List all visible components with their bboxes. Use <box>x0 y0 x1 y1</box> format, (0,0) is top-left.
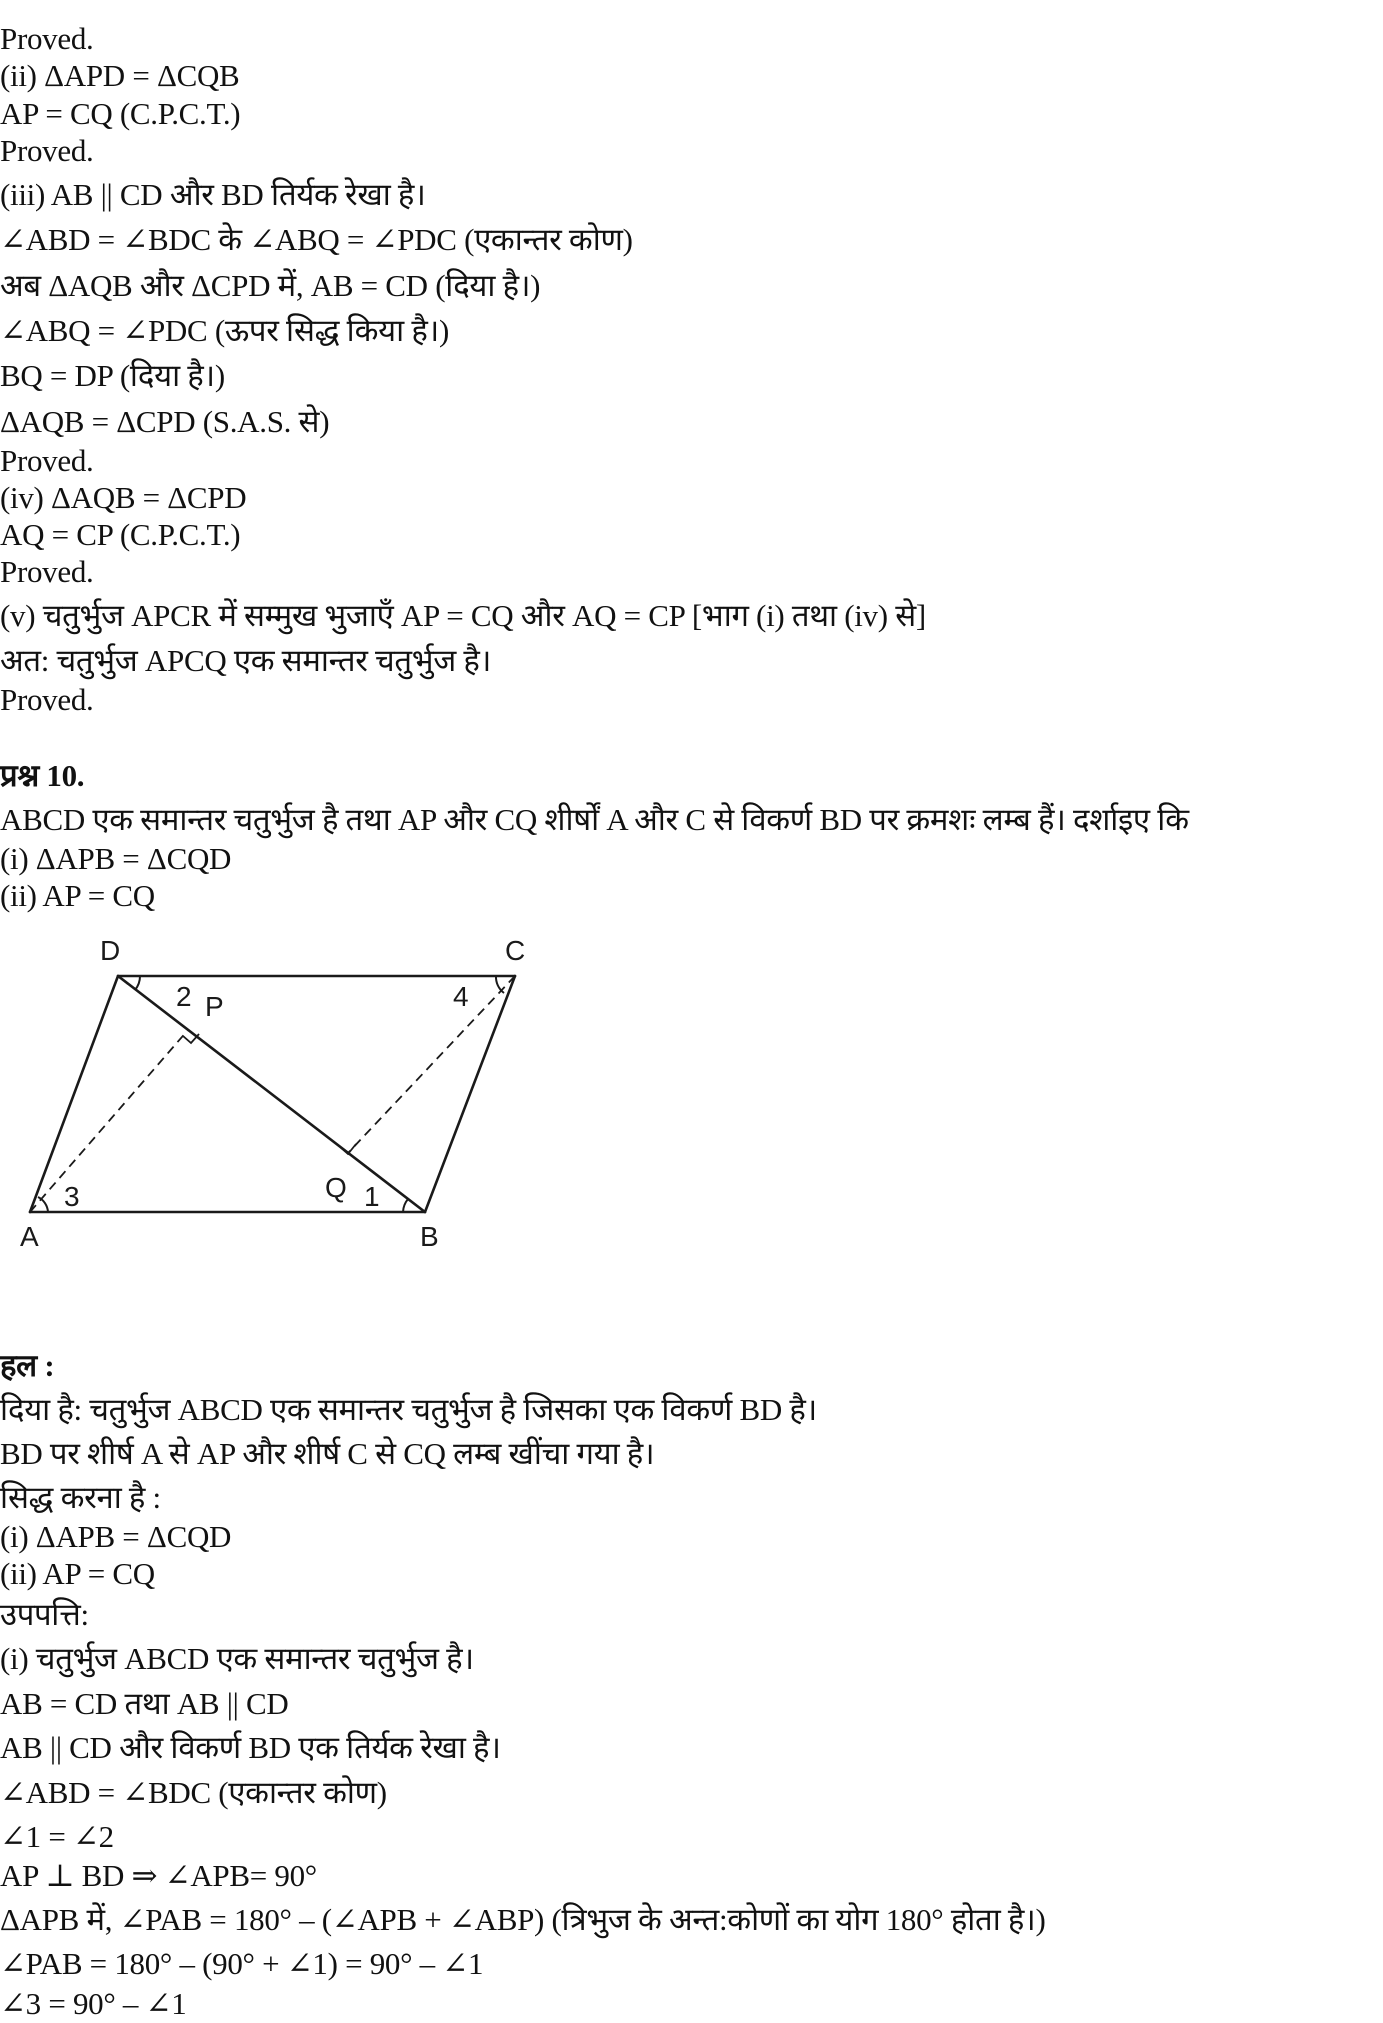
text-line: Proved. <box>0 554 94 589</box>
text-line: (i) ΔAPB = ΔCQD <box>0 1519 232 1554</box>
point-label-q: Q <box>325 1172 347 1203</box>
text-line: ∠3 = 90° – ∠1 <box>0 1986 187 2021</box>
right-angle-marker-p <box>183 1034 199 1043</box>
text-line: ΔAQB = ΔCPD (S.A.S. से) <box>0 404 330 439</box>
text-line: ∠PAB = 180° – (90° + ∠1) = 90° – ∠1 <box>0 1946 484 1981</box>
angle-arc-1 <box>403 1199 408 1212</box>
text-line: (iii) AB || CD और BD तिर्यक रेखा है। <box>0 177 426 212</box>
perpendicular-ap <box>30 1030 188 1212</box>
text-line: BD पर शीर्ष A से AP और शीर्ष C से CQ लम्ब खींचा गया है। <box>0 1436 655 1471</box>
text-line: AB || CD और विकर्ण BD एक तिर्यक रेखा है। <box>0 1730 501 1765</box>
text-line: ΔAPB में, ∠PAB = 180° – (∠APB + ∠ABP) (त्रिभुज के अन्त:कोणों का योग 180° होता है।) <box>0 1902 1046 1937</box>
text-line: (iv) ΔAQB = ΔCPD <box>0 480 247 515</box>
text-line: (ii) ΔAPD = ΔCQB <box>0 58 240 93</box>
text-line: अत: चतुर्भुज APCQ एक समान्तर चतुर्भुज है। <box>0 643 492 678</box>
text-line: ∠ABD = ∠BDC के ∠ABQ = ∠PDC (एकान्तर कोण) <box>0 222 633 257</box>
text-line: Proved. <box>0 682 94 717</box>
text-line: AP ⊥ BD ⇒ ∠APB= 90° <box>0 1858 317 1893</box>
angle-arc-2 <box>135 976 140 990</box>
angle-arc-3 <box>38 1197 48 1212</box>
text-line: सिद्ध करना है : <box>0 1480 161 1515</box>
perpendicular-cq <box>348 976 515 1153</box>
question-part: (i) ΔAPB = ΔCQD <box>0 841 232 876</box>
question-heading: प्रश्न 10. <box>0 758 85 793</box>
text-line: Proved. <box>0 21 94 56</box>
text-line: (i) चतुर्भुज ABCD एक समान्तर चतुर्भुज है। <box>0 1641 474 1676</box>
side-bc <box>425 976 515 1212</box>
angle-label-3: 3 <box>64 1181 80 1212</box>
parallelogram-figure <box>0 935 560 1265</box>
angle-label-2: 2 <box>176 981 192 1012</box>
angle-label-4: 4 <box>453 981 469 1012</box>
point-label-p: P <box>205 991 224 1022</box>
vertex-label-b: B <box>420 1221 439 1252</box>
angle-label-1: 1 <box>364 1181 380 1212</box>
vertex-label-a: A <box>20 1221 39 1252</box>
angle-arc-4 <box>496 976 504 993</box>
text-line: AQ = CP (C.P.C.T.) <box>0 517 241 552</box>
solution-heading: हल : <box>0 1348 55 1383</box>
vertex-label-c: C <box>505 935 526 966</box>
text-line: (ii) AP = CQ <box>0 1556 155 1591</box>
text-line: उपपत्ति: <box>0 1597 89 1632</box>
text-line: Proved. <box>0 133 94 168</box>
vertex-label-d: D <box>100 935 121 966</box>
text-line: AP = CQ (C.P.C.T.) <box>0 96 241 131</box>
diagonal-bd <box>118 976 425 1212</box>
question-part: (ii) AP = CQ <box>0 878 155 913</box>
text-line: दिया है: चतुर्भुज ABCD एक समान्तर चतुर्भुज है जिसका एक विकर्ण BD है। <box>0 1392 817 1427</box>
side-ad <box>30 976 118 1212</box>
text-line: AB = CD तथा AB || CD <box>0 1686 289 1721</box>
question-text: ABCD एक समान्तर चतुर्भुज है तथा AP और CQ शीर्षों A और C से विकर्ण BD पर क्रमशः लम्ब हैं। दर्शाइए कि <box>0 802 1189 837</box>
text-line: BQ = DP (दिया है।) <box>0 358 225 393</box>
text-line: ∠1 = ∠2 <box>0 1819 114 1854</box>
text-line: ∠ABD = ∠BDC (एकान्तर कोण) <box>0 1775 387 1810</box>
text-line: Proved. <box>0 443 94 478</box>
text-line: ∠ABQ = ∠PDC (ऊपर सिद्ध किया है।) <box>0 313 449 348</box>
parallelogram-diagram <box>0 935 560 1265</box>
text-line: (v) चतुर्भुज APCR में सम्मुख भुजाएँ AP = CQ और AQ = CP [भाग (i) तथा (iv) से] <box>0 598 926 633</box>
text-line: अब ΔAQB और ΔCPD में, AB = CD (दिया है।) <box>0 268 541 303</box>
